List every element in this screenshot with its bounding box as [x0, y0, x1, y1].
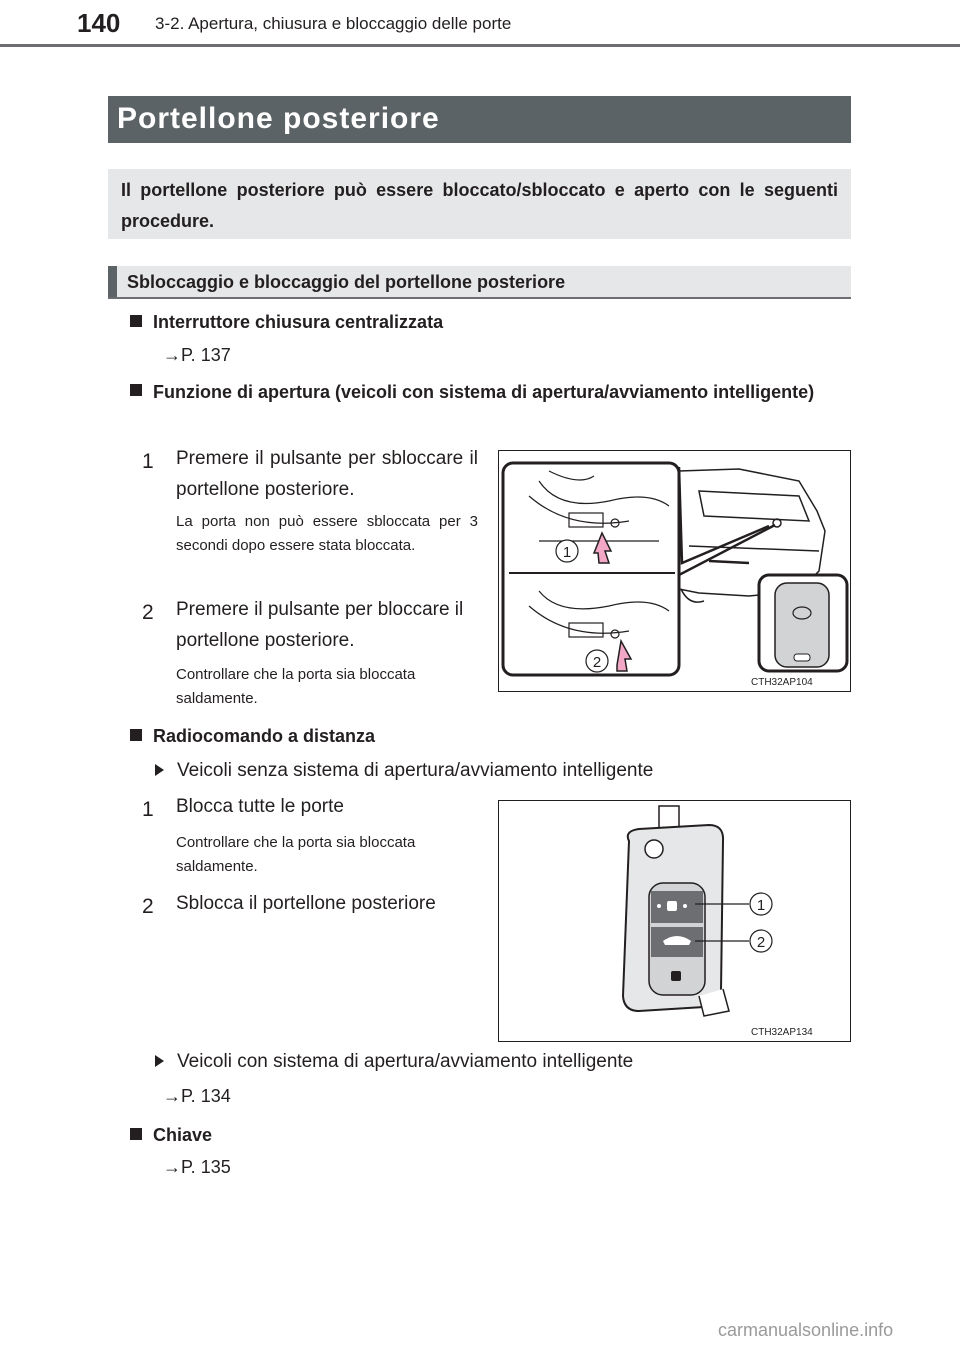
triangle-bullet-icon: [155, 764, 164, 776]
callout-2: 2: [592, 654, 602, 671]
central-lock-heading: Interruttore chiusura centralizzata: [153, 312, 444, 332]
step-number: 2: [142, 895, 154, 918]
remote-sub2: Veicoli con sistema di apertura/avviamento intelligente: [177, 1051, 634, 1072]
page-number: 140: [77, 8, 121, 38]
remote-sub2-ref[interactable]: →P. 134: [163, 1086, 231, 1106]
section-title: Sbloccaggio e bloccaggio del portellone posteriore: [127, 272, 566, 292]
callout-1: 1: [562, 544, 572, 561]
step-note: Controllare che la porta sia bloccata saldamente.: [176, 666, 416, 707]
step-number: 2: [142, 601, 154, 624]
bullet-square: [130, 1128, 142, 1140]
step-number: 1: [142, 450, 154, 473]
step-text: Blocca tutte le porte: [176, 796, 344, 817]
bullet-square: [130, 729, 142, 741]
step-text: Premere il pulsante per bloccare il portellone posteriore.: [176, 599, 464, 651]
bullet-square: [130, 384, 142, 396]
figure-code: CTH32AP104: [751, 677, 813, 688]
step-text: Sblocca il portellone posteriore: [176, 893, 436, 914]
intro-box: [108, 169, 851, 239]
title-bar: [108, 96, 851, 143]
header-rule: [0, 44, 960, 47]
remote-key-illustration: [499, 801, 850, 1041]
key-ref[interactable]: →P. 135: [163, 1157, 231, 1177]
remote-sub1: Veicoli senza sistema di apertura/avviamento intelligente: [177, 760, 654, 781]
key-heading: Chiave: [153, 1125, 213, 1145]
section-header: [108, 266, 851, 299]
figure-remote-key: [498, 800, 851, 1042]
step-note: Controllare che la porta sia bloccata saldamente.: [176, 834, 416, 875]
remote-heading: Radiocomando a distanza: [153, 726, 376, 746]
figure-tailgate-button: [498, 450, 851, 692]
tailgate-illustration: [499, 451, 850, 691]
watermark: carmanualsonline.info: [718, 1320, 894, 1340]
step-number: 1: [142, 798, 154, 821]
callout-2: 2: [756, 934, 766, 951]
page-title: Portellone posteriore: [117, 102, 440, 135]
central-lock-ref[interactable]: →P. 137: [163, 345, 231, 365]
step-note: La porta non può essere sbloccata per 3 secondi dopo essere stata bloccata.: [176, 513, 478, 554]
bullet-square: [130, 315, 142, 327]
figure-code: CTH32AP134: [751, 1027, 813, 1038]
step-text: Premere il pulsante per sbloccare il portellone posteriore.: [176, 448, 478, 500]
smart-heading: Funzione di apertura (veicoli con sistema di apertura/avviamento intelligente): [153, 382, 815, 402]
section-accent: [108, 266, 117, 297]
callout-1: 1: [756, 897, 766, 914]
triangle-bullet-icon: [155, 1055, 164, 1067]
running-header: 3-2. Apertura, chiusura e bloccaggio delle porte: [155, 14, 512, 33]
intro-text: Il portellone posteriore può essere bloccato/sbloccato e aperto con le seguenti procedure.: [121, 180, 838, 231]
